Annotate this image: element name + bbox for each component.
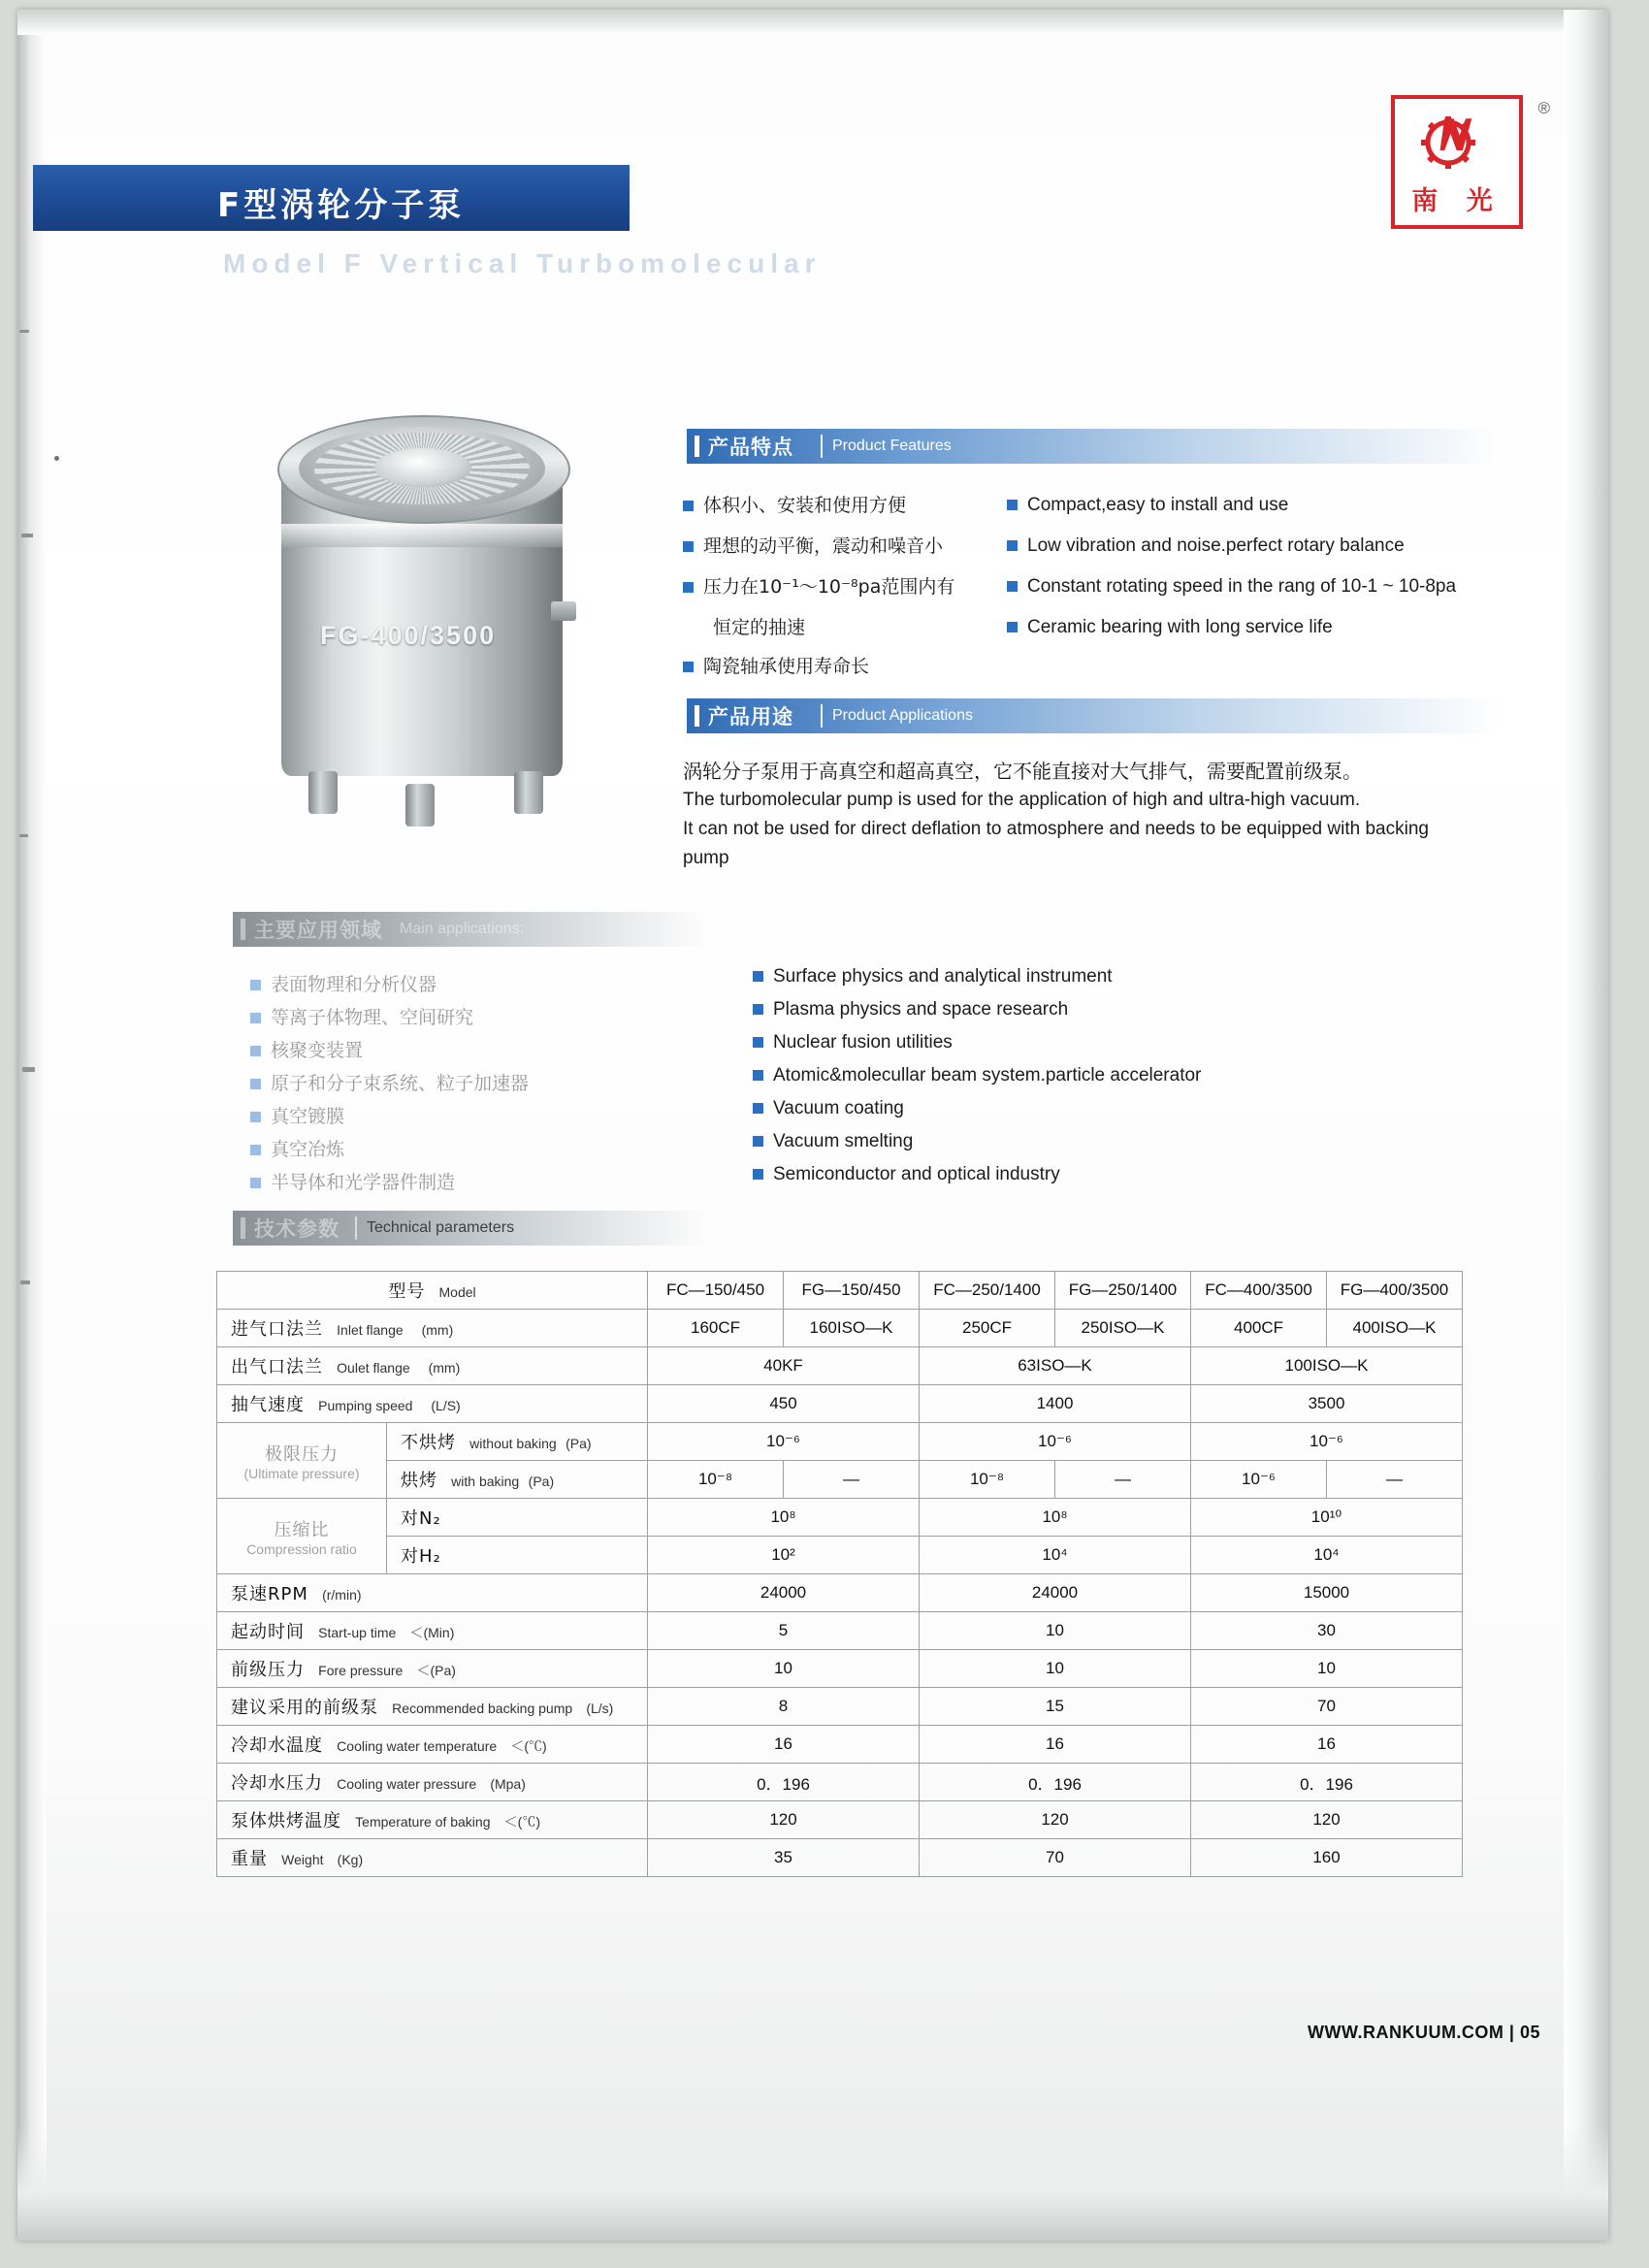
section-header-main-applications (233, 912, 708, 947)
bullet-square-icon (683, 582, 694, 593)
table-row (217, 1726, 1463, 1764)
cell: 70 (920, 1839, 1191, 1877)
cell: 120 (920, 1801, 1191, 1839)
bullet-square-icon (753, 1103, 763, 1114)
table-row (217, 1461, 1463, 1499)
group-label-cn: 极限压力 (265, 1443, 339, 1465)
section-header-technical (233, 1211, 708, 1246)
page-edge-top (17, 10, 1608, 35)
section-features-en: Product Features (832, 437, 952, 454)
cell: 10⁴ (1191, 1537, 1463, 1574)
cell: 10⁸ (920, 1499, 1191, 1537)
table-row (217, 1801, 1463, 1839)
main-application-cn-6: 真空冶炼 (250, 1135, 344, 1161)
applications-text-en-3: pump (683, 848, 729, 868)
row-label-unit: (L/s) (586, 1701, 614, 1716)
page-title-cn: F型涡轮分子泵 (217, 186, 466, 225)
row-label-en: Recommended backing pump (392, 1701, 573, 1716)
cell: 63ISO—K (920, 1347, 1191, 1385)
row-label-en: Temperature of baking (355, 1814, 491, 1830)
cell: 1400 (920, 1385, 1191, 1423)
bullet-square-icon (1007, 622, 1018, 632)
main-application-cn-4: 原子和分子束系统、粒子加速器 (250, 1069, 529, 1095)
row-label-en: Inlet flange (337, 1322, 404, 1338)
bullet-square-icon (250, 1046, 261, 1056)
row-label-en: Fore pressure (318, 1663, 404, 1678)
cell: 5 (648, 1612, 920, 1650)
gear-logo-icon (1420, 114, 1494, 171)
bullet-square-icon (1007, 500, 1018, 510)
row-sub-label-cn: 对H₂ (401, 1546, 441, 1567)
cell: 0．196 (920, 1764, 1191, 1801)
applications-text (683, 757, 1498, 873)
model-col-5: FC—400/3500 (1191, 1272, 1327, 1310)
registered-mark: ® (1537, 99, 1550, 117)
cell: 15 (920, 1688, 1191, 1726)
cell: 3500 (1191, 1385, 1463, 1423)
section-main-applications-cn: 主要应用领域 (233, 912, 396, 947)
bullet-square-icon (250, 1079, 261, 1089)
row-label-unit: ＜(℃) (510, 1738, 547, 1754)
cell: 10² (648, 1537, 920, 1574)
model-col-4: FG—250/1400 (1055, 1272, 1191, 1310)
section-applications-cn: 产品用途 (687, 698, 807, 733)
model-col-1: FC—150/450 (648, 1272, 784, 1310)
bullet-square-icon (250, 980, 261, 990)
row-label-en: Pumping speed (318, 1398, 413, 1413)
feature-en-1: Compact,easy to install and use (1007, 495, 1288, 516)
page-title-bar (33, 165, 630, 231)
feature-en-3: Constant rotating speed in the rang of 10-1 ~ 10-8pa (1007, 576, 1456, 598)
turbine-hub (374, 448, 471, 487)
row-label-unit: ＜(Pa) (416, 1663, 456, 1678)
cell: 10⁻⁶ (648, 1423, 920, 1461)
table-row-model (217, 1272, 1463, 1310)
pump-model-label: FG-400/3500 (320, 621, 497, 650)
table-row (217, 1650, 1463, 1688)
section-applications-en: Product Applications (832, 707, 973, 724)
table-row (217, 1612, 1463, 1650)
row-sub-label-en: without baking (469, 1436, 557, 1451)
pump-foot-right (514, 771, 543, 814)
bullet-square-icon (753, 1037, 763, 1048)
cell: 120 (648, 1801, 920, 1839)
page-title-en: Model F Vertical Turbomolecular (223, 248, 822, 278)
main-application-en-1: Surface physics and analytical instrument (753, 966, 1113, 988)
feature-cn-1: 体积小、安装和使用方便 (683, 491, 906, 517)
main-application-en-5: Vacuum coating (753, 1098, 904, 1119)
bullet-square-icon (753, 1004, 763, 1015)
row-sub-label-cn: 不烘烤 (401, 1433, 456, 1453)
cell: 10 (648, 1650, 920, 1688)
cell: 8 (648, 1688, 920, 1726)
cell: 450 (648, 1385, 920, 1423)
table-row (217, 1574, 1463, 1612)
row-label-en: Cooling water temperature (337, 1738, 498, 1754)
cell: 0．196 (648, 1764, 920, 1801)
cell: 120 (1191, 1801, 1463, 1839)
main-application-cn-7: 半导体和光学器件制造 (250, 1168, 455, 1194)
cell: 10 (920, 1612, 1191, 1650)
model-col-2: FG—150/450 (784, 1272, 920, 1310)
table-row (217, 1688, 1463, 1726)
row-label-en: Weight (281, 1852, 324, 1867)
main-application-cn-3: 核聚变装置 (250, 1036, 363, 1062)
table-row (217, 1347, 1463, 1385)
bullet-square-icon (753, 1136, 763, 1147)
cell: — (784, 1461, 920, 1499)
page-edge-right (1564, 10, 1608, 2241)
brochure-page (17, 10, 1608, 2241)
feature-cn-2: 理想的动平衡，震动和噪音小 (683, 532, 943, 558)
main-application-cn-2: 等离子体物理、空间研究 (250, 1003, 473, 1029)
cell: 160 (1191, 1839, 1463, 1877)
cell: 70 (1191, 1688, 1463, 1726)
cell: 100ISO—K (1191, 1347, 1463, 1385)
cell: 16 (920, 1726, 1191, 1764)
main-application-en-7: Semiconductor and optical industry (753, 1164, 1060, 1185)
row-sub-label-en: with baking (451, 1474, 520, 1489)
section-header-applications (687, 698, 1500, 733)
section-technical-en: Technical parameters (367, 1219, 515, 1236)
row-label-cn: 出气口法兰 (231, 1357, 323, 1377)
cell: 400ISO—K (1327, 1310, 1463, 1347)
cell: 250CF (920, 1310, 1055, 1347)
feature-cn-4: 陶瓷轴承使用寿命长 (683, 652, 869, 678)
cell: 250ISO—K (1055, 1310, 1191, 1347)
main-application-cn-5: 真空镀膜 (250, 1102, 344, 1128)
cell: 10⁻⁶ (920, 1423, 1191, 1461)
row-label-unit: (Pa) (528, 1474, 555, 1489)
cell: 10⁻⁸ (648, 1461, 784, 1499)
cell: 10⁴ (920, 1537, 1191, 1574)
cell: 400CF (1191, 1310, 1327, 1347)
section-main-applications-en: Main applications: (400, 921, 525, 937)
cell: — (1055, 1461, 1191, 1499)
cell: 15000 (1191, 1574, 1463, 1612)
footer-url: WWW.RANKUUM.COM | 05 (1307, 2023, 1540, 2042)
applications-text-cn: 涡轮分子泵用于高真空和超高真空，它不能直接对大气排气，需要配置前级泵。 (683, 760, 1362, 783)
main-application-en-3: Nuclear fusion utilities (753, 1032, 953, 1053)
row-label-unit: (mm) (428, 1360, 461, 1376)
row-label-cn: 冷却水温度 (231, 1735, 323, 1756)
group-label-en: (Ultimate pressure) (243, 1465, 360, 1481)
cell: 10⁻⁶ (1191, 1423, 1463, 1461)
row-label-unit: (Pa) (566, 1436, 592, 1451)
pump-highlight-band (281, 524, 563, 547)
cell: 160CF (648, 1310, 784, 1347)
cell: 24000 (920, 1574, 1191, 1612)
table-row (217, 1764, 1463, 1801)
cell: 16 (1191, 1726, 1463, 1764)
row-label-en: Start-up time (318, 1625, 397, 1640)
section-header-features (687, 429, 1500, 464)
cell: 30 (1191, 1612, 1463, 1650)
model-col-6: FG—400/3500 (1327, 1272, 1463, 1310)
bullet-square-icon (250, 1013, 261, 1023)
row-label-unit: ＜(Min) (409, 1625, 455, 1640)
table-row (217, 1310, 1463, 1347)
row-sub-label-cn: 烘烤 (401, 1471, 437, 1491)
row-sub-label-cn: 对N₂ (401, 1508, 441, 1529)
cell: 10 (920, 1650, 1191, 1688)
main-application-en-2: Plasma physics and space research (753, 999, 1068, 1021)
cell: 40KF (648, 1347, 920, 1385)
feature-en-2: Low vibration and noise.perfect rotary balance (1007, 535, 1405, 557)
section-features-cn: 产品特点 (687, 429, 807, 464)
main-application-en-4: Atomic&molecullar beam system.particle accelerator (753, 1065, 1201, 1086)
bullet-square-icon (250, 1145, 261, 1155)
bullet-square-icon (753, 1070, 763, 1081)
cell: 10 (1191, 1650, 1463, 1688)
pump-foot-center (405, 784, 435, 826)
cell: 24000 (648, 1574, 920, 1612)
bullet-square-icon (683, 541, 694, 552)
applications-text-en-2: It can not be used for direct deflation to atmosphere and needs to be equipped with backing (683, 819, 1429, 839)
product-photo (260, 398, 580, 883)
cell: 10⁻⁸ (920, 1461, 1055, 1499)
bullet-square-icon (753, 1169, 763, 1180)
row-label-cn: 起动时间 (231, 1622, 305, 1642)
row-label-unit: (r/min) (322, 1587, 362, 1603)
pump-nozzle (551, 601, 576, 621)
row-label-en: Oulet flange (337, 1360, 410, 1376)
row-label-unit: (L/S) (431, 1398, 461, 1413)
cell: 10⁸ (648, 1499, 920, 1537)
main-application-en-6: Vacuum smelting (753, 1131, 913, 1152)
group-label-cn: 压缩比 (274, 1519, 330, 1540)
row-label-unit: (Mpa) (490, 1776, 526, 1792)
model-row-label-cn: 型号 (388, 1281, 426, 1302)
model-col-3: FC—250/1400 (920, 1272, 1055, 1310)
main-application-cn-1: 表面物理和分析仪器 (250, 970, 436, 996)
applications-text-en-1: The turbomolecular pump is used for the application of high and ultra-high vacuum. (683, 790, 1361, 810)
feature-en-4: Ceramic bearing with long service life (1007, 617, 1333, 638)
technical-parameters-table (216, 1271, 1463, 1877)
cell: 35 (648, 1839, 920, 1877)
row-label-cn: 前级压力 (231, 1660, 305, 1680)
cell: 0．196 (1191, 1764, 1463, 1801)
bullet-square-icon (250, 1112, 261, 1122)
row-label-en: Cooling water pressure (337, 1776, 477, 1792)
cell: 10¹⁰ (1191, 1499, 1463, 1537)
bullet-square-icon (1007, 540, 1018, 551)
cell: — (1327, 1461, 1463, 1499)
row-label-cn: 抽气速度 (231, 1395, 305, 1415)
table-row (217, 1499, 1463, 1537)
bullet-square-icon (250, 1178, 261, 1188)
bullet-square-icon (683, 501, 694, 511)
row-label-cn: 建议采用的前级泵 (231, 1698, 378, 1718)
cell: 10⁻⁶ (1191, 1461, 1327, 1499)
model-row-label-en: Model (438, 1284, 476, 1300)
bullet-square-icon (753, 971, 763, 982)
bullet-square-icon (683, 662, 694, 672)
scan-artifacts (19, 330, 37, 1591)
scan-artifact-dot (54, 456, 59, 461)
section-technical-cn: 技术参数 (233, 1211, 353, 1246)
row-label-unit: (Kg) (337, 1852, 364, 1867)
row-label-cn: 重量 (231, 1849, 268, 1869)
cell: 160ISO—K (784, 1310, 920, 1347)
feature-cn-3-cont: 恒定的抽速 (713, 617, 806, 638)
table-row (217, 1423, 1463, 1461)
feature-cn-3: 压力在10⁻¹～10⁻⁸pa范围内有 (683, 572, 954, 599)
table-row (217, 1839, 1463, 1877)
row-label-cn: 进气口法兰 (231, 1319, 323, 1340)
row-label-cn: 冷却水压力 (231, 1773, 323, 1794)
page-edge-bottom (17, 2124, 1608, 2241)
row-label-cn: 泵速RPM (231, 1584, 308, 1604)
row-label-cn: 泵体烘烤温度 (231, 1811, 341, 1831)
row-label-unit: ＜(℃) (503, 1814, 540, 1830)
company-logo (1391, 95, 1523, 229)
cell: 16 (648, 1726, 920, 1764)
bullet-square-icon (1007, 581, 1018, 592)
row-label-unit: (mm) (421, 1322, 454, 1338)
table-row (217, 1537, 1463, 1574)
table-row (217, 1385, 1463, 1423)
pump-foot-left (308, 771, 338, 814)
company-name-cn: 南 光 (1411, 186, 1503, 216)
group-label-en: Compression ratio (246, 1540, 357, 1557)
